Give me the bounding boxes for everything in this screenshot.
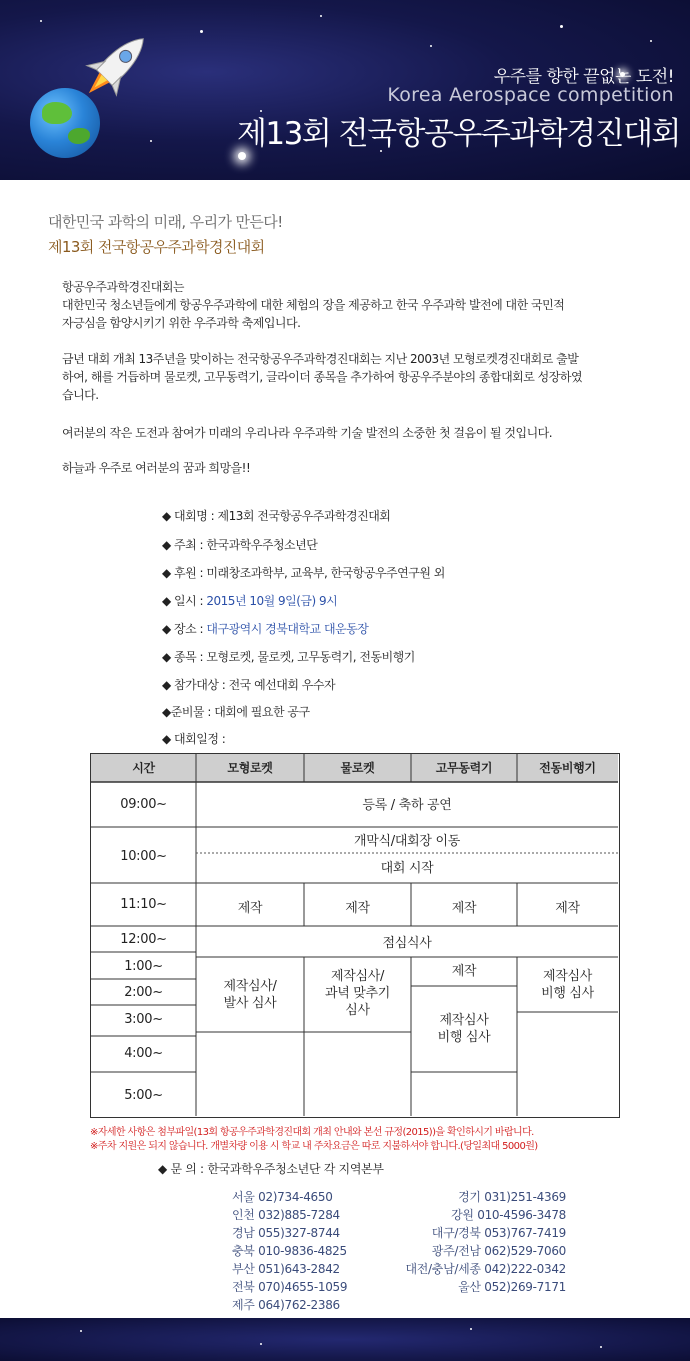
header-model-rocket: 모형로켓 <box>227 761 273 775</box>
contact-item: 제주 064)762-2386 <box>232 1298 340 1312</box>
contact-item: 충북 010-9836-4825 <box>232 1244 347 1258</box>
time-slot: 1:00~ <box>124 959 163 974</box>
sparkle-icon <box>238 152 246 160</box>
star-icon <box>600 1346 602 1348</box>
contact-item: 강원 010-4596-3478 <box>451 1208 566 1222</box>
banner-english-title: Korea Aerospace competition <box>387 84 674 106</box>
star-icon <box>80 1330 82 1332</box>
header-electric-plane: 전동비행기 <box>539 761 596 775</box>
subtitle: 제13회 전국항공우주과학경진대회 <box>48 238 265 256</box>
paragraph-line: 대한민국 청소년들에게 항공우주과학에 대한 체험의 장을 제공하고 한국 우주과학 발전에 대한 국민적 <box>62 298 565 312</box>
contact-item: 경남 055)327-8744 <box>232 1226 340 1240</box>
time-slot: 12:00~ <box>120 932 167 947</box>
contact-item: 전북 070)4655-1059 <box>232 1280 348 1294</box>
star-icon <box>260 1343 262 1345</box>
paragraph-line: 하늘과 우주로 여러분의 꿈과 희망을!! <box>62 461 251 475</box>
info-venue: ◆ 장소 : 대구광역시 경북대학교 대운동장 <box>162 622 369 636</box>
contact-item: 서울 02)734-4650 <box>232 1190 333 1204</box>
contact-item: 울산 052)269-7171 <box>458 1280 566 1294</box>
electric-plane-judging: 제작심사 비행 심사 <box>541 969 594 1001</box>
contact-item: 광주/전남 062)529-7060 <box>431 1244 566 1258</box>
paragraph-line: 항공우주과학경진대회는 <box>62 280 185 294</box>
info-schedule-label: ◆ 대회일정 : <box>162 732 226 746</box>
attachment-note: ※자세한 사항은 첨부파일(13회 항공우주과학경진대회 개최 안내와 본선 규정(2015))을 확인하시기 바랍니다. <box>90 1127 534 1138</box>
start-event: 대회 시작 <box>380 861 434 876</box>
header-banner <box>0 0 690 180</box>
star-icon <box>470 1328 472 1330</box>
paragraph-line: 금년 대회 개최 13주년을 맞이하는 전국항공우주과학경진대회는 지난 2003년 모형로켓경진대회로 출발 <box>62 352 579 366</box>
contact-item: 대구/경북 053)767-7419 <box>431 1226 566 1240</box>
info-host: ◆ 주최 : 한국과학우주청소년단 <box>162 538 318 552</box>
header-rubber-plane: 고무동력기 <box>435 761 493 775</box>
star-icon <box>650 40 652 42</box>
info-name: ◆ 대회명 : 제13회 전국항공우주과학경진대회 <box>162 509 391 523</box>
closing-paragraph <box>62 459 652 477</box>
info-events: ◆ 종목 : 모형로켓, 물로켓, 고무동력기, 전동비행기 <box>162 650 415 664</box>
star-icon <box>150 140 152 142</box>
banner-title: 제13회 전국항공우주과학경진대회 <box>236 116 680 152</box>
slogan: 대한민국 과학의 미래, 우리가 만든다! <box>48 213 283 231</box>
history-paragraph <box>62 350 652 404</box>
intro-paragraph <box>62 278 652 332</box>
footer-banner <box>0 1318 690 1361</box>
info-supplies: ◆준비물 : 대회에 필요한 공구 <box>162 705 310 719</box>
make-water-rocket: 제작 <box>345 901 370 916</box>
contact-list-right <box>366 1188 566 1296</box>
challenge-paragraph <box>62 424 652 442</box>
time-slot: 5:00~ <box>124 1088 163 1103</box>
star-icon <box>200 30 203 33</box>
time-slot: 2:00~ <box>124 985 163 1000</box>
contact-item: 부산 051)643-2842 <box>232 1262 340 1276</box>
time-slot: 09:00~ <box>120 797 167 812</box>
info-date: ◆ 일시 : 2015년 10월 9일(금) 9시 <box>162 594 338 608</box>
water-rocket-judging: 제작심사/ 과녁 맞추기 심사 <box>324 969 391 1018</box>
ceremony-event: 개막식/대회장 이동 <box>354 834 460 849</box>
star-icon <box>430 45 432 47</box>
lunch-event: 점심식사 <box>382 936 432 951</box>
make-rubber-plane: 제작 <box>451 901 477 916</box>
time-slot: 4:00~ <box>124 1046 163 1061</box>
star-icon <box>40 20 42 22</box>
info-sponsor: ◆ 후원 : 미래창조과학부, 교육부, 한국항공우주연구원 외 <box>162 566 445 580</box>
star-icon <box>560 25 563 28</box>
star-icon <box>320 15 322 17</box>
parking-note: ※주차 지원은 되지 않습니다. 개별차량 이용 시 학교 내 주차요금은 따로 지불하셔야 합니다.(당일최대 5000원) <box>90 1141 538 1152</box>
time-slot: 10:00~ <box>120 849 167 864</box>
paragraph-line: 여러분의 작은 도전과 참여가 미래의 우리나라 우주과학 기술 발전의 소중한 첫 걸음이 될 것입니다. <box>62 426 553 440</box>
schedule-table <box>90 753 620 1118</box>
paragraph-line: 습니다. <box>62 388 99 402</box>
opening-event: 등록 / 축하 공연 <box>362 798 452 813</box>
rubber-plane-judging: 제작심사 비행 심사 <box>437 1013 491 1045</box>
time-slot: 11:10~ <box>120 897 167 912</box>
model-rocket-judging: 제작심사/ 발사 심사 <box>223 979 277 1011</box>
contact-label: ◆ 문 의 : 한국과학우주청소년단 각 지역본부 <box>158 1162 384 1176</box>
rubber-plane-make: 제작 <box>451 964 477 979</box>
contact-item: 인천 032)885-7284 <box>232 1208 340 1222</box>
make-model-rocket: 제작 <box>237 901 263 916</box>
header-time: 시간 <box>132 761 155 775</box>
paragraph-line: 하여, 해를 거듭하며 물로켓, 고무동력기, 글라이더 종목을 추가하여 항공우주분야의 종합대회로 성장하였 <box>62 370 583 384</box>
info-participants: ◆ 참가대상 : 전국 예선대회 우수자 <box>162 678 336 692</box>
rocket-icon <box>70 22 160 112</box>
time-slot: 3:00~ <box>124 1012 163 1027</box>
banner-tagline: 우주를 향한 끝없는 도전! <box>493 67 674 87</box>
contact-item: 대전/충남/세종 042)222-0342 <box>405 1262 566 1276</box>
contact-item: 경기 031)251-4369 <box>458 1190 566 1204</box>
make-electric-plane: 제작 <box>555 901 580 916</box>
paragraph-line: 자긍심을 함양시키기 위한 우주과학 축제입니다. <box>62 316 301 330</box>
header-water-rocket: 물로켓 <box>340 761 375 775</box>
